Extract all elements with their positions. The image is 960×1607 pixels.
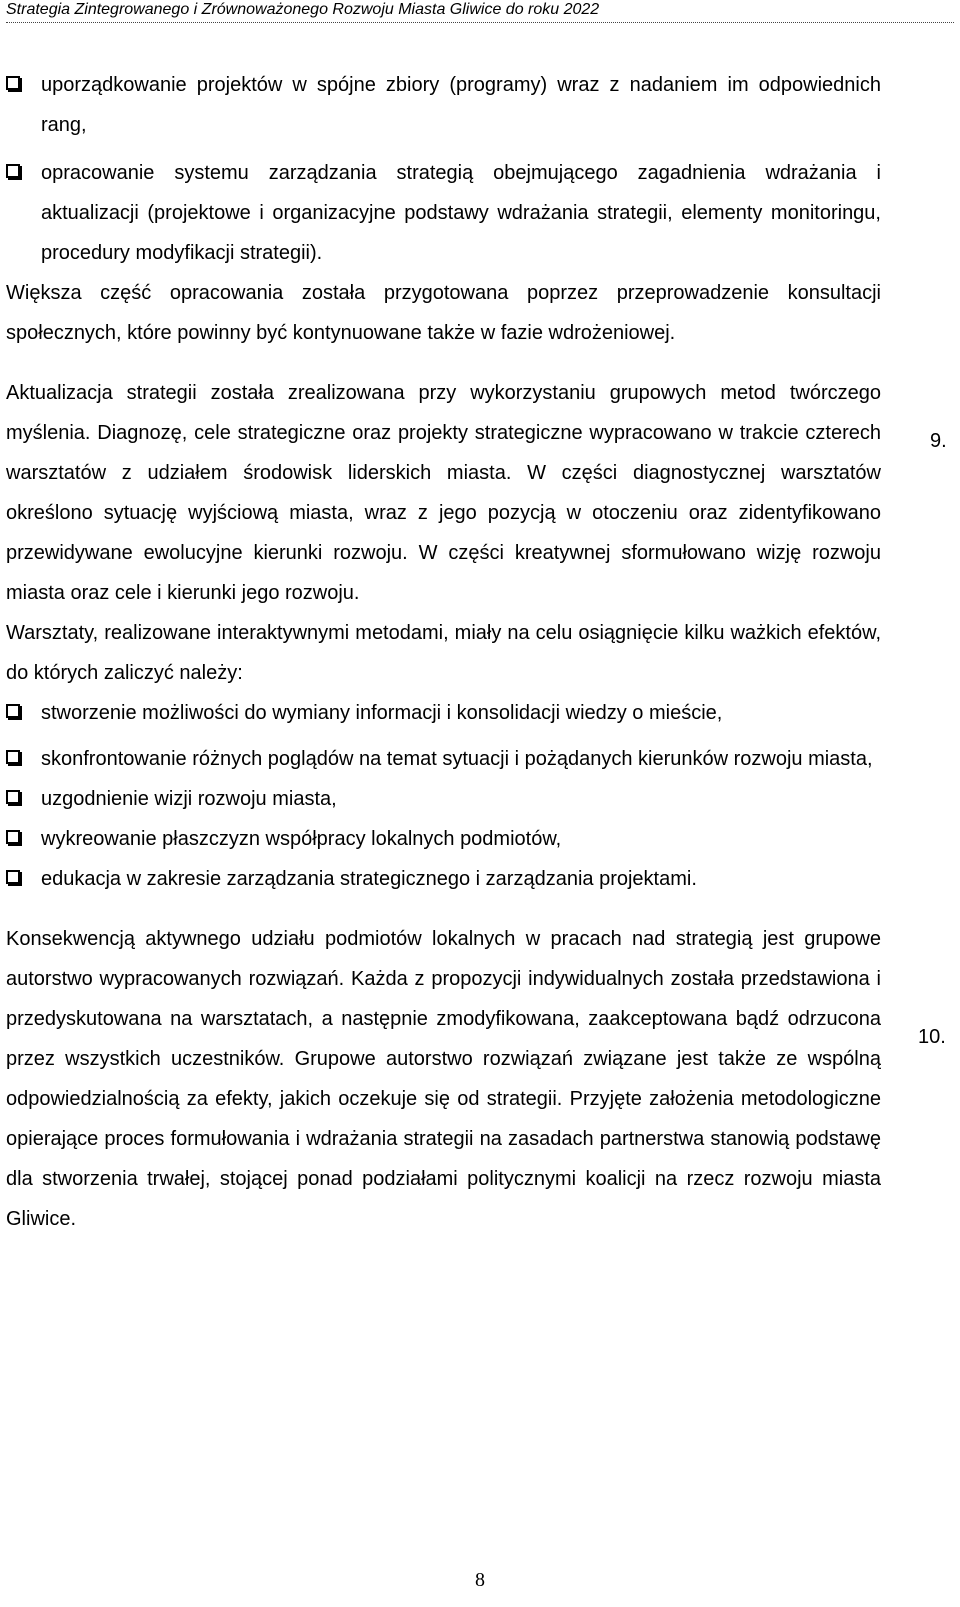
list-item xyxy=(6,693,881,733)
page-number: 8 xyxy=(475,1569,485,1591)
list-item-text: uzgodnienie wizji rozwoju miasta, xyxy=(41,788,337,810)
checkbox-bullet-icon xyxy=(6,870,20,884)
checkbox-bullet-icon xyxy=(6,750,20,764)
list-item xyxy=(6,153,881,273)
page-header xyxy=(6,0,954,23)
list-item-text: uporządkowanie projektów w spójne zbiory (programy) wraz z nadaniem im odpowiednich rang, xyxy=(41,74,881,136)
bullet-list-effects xyxy=(6,693,881,899)
page-content xyxy=(6,65,881,1239)
paragraph-update-method: Aktualizacja strategii została zrealizowana przy wykorzystaniu grupowych metod twórczego myślenia. Diagnozę, cele strategiczne oraz projekty strategiczne wypracowano w trakcie czterech warsztatów z udziałem środowisk liderskich miasta. W części diagnostycznej warsztatów określono sytuację wyjściową miasta, wraz z jego pozycją w otoczeniu oraz zidentyfikowano przewidywane ewolucyjne kierunki rozwoju. W części kreatywnej sformułowano wizję rozwoju miasta oraz cele i kierunki jego rozwoju. xyxy=(6,382,881,604)
list-item-text: opracowanie systemu zarządzania strategią obejmującego zagadnienia wdrażania i aktualizacji (projektowe i organizacyjne podstawy wdrażania strategii, elementy monitoringu, procedury modyfikacji strategii). xyxy=(41,162,881,264)
checkbox-bullet-icon xyxy=(6,790,20,804)
list-item xyxy=(6,739,881,779)
paragraph-consultations: Większa część opracowania została przygotowana poprzez przeprowadzenie konsultacji społecznych, które powinny być kontynuowane także w fazie wdrożeniowej. xyxy=(6,282,881,344)
paragraph-workshops-intro: Warsztaty, realizowane interaktywnymi metodami, miały na celu osiągnięcie kilku ważkich efektów, do których zaliczyć należy: xyxy=(6,622,881,684)
list-item xyxy=(6,859,881,899)
checkbox-bullet-icon xyxy=(6,76,20,90)
list-item-text: stworzenie możliwości do wymiany informacji i konsolidacji wiedzy o mieście, xyxy=(41,702,723,724)
checkbox-bullet-icon xyxy=(6,704,20,718)
margin-marker-10: 10. xyxy=(918,1026,946,1048)
checkbox-bullet-icon xyxy=(6,164,20,178)
margin-marker-9: 9. xyxy=(930,430,947,452)
list-item xyxy=(6,779,881,819)
paragraph-group-authorship: Konsekwencją aktywnego udziału podmiotów lokalnych w pracach nad strategią jest grupowe autorstwo wypracowanych rozwiązań. Każda z propozycji indywidualnych została przedstawiona i przedyskutowana na warsztatach, a następnie zmodyfikowana, zaakceptowana bądź odrzucona przez wszystkich uczestników. Grupowe autorstwo rozwiązań związane jest także ze wspólną odpowiedzialnością za efekty, jakich oczekuje się od strategii. Przyjęte założenia metodologiczne opierające proces formułowania i wdrażania strategii na zasadach partnerstwa stanowią podstawę dla stworzenia trwałej, stojącej ponad podziałami politycznymi koalicji na rzecz rozwoju miasta Gliwice. xyxy=(6,928,881,1230)
list-item-text: wykreowanie płaszczyzn współpracy lokalnych podmiotów, xyxy=(41,828,562,850)
bullet-list-goals xyxy=(6,65,881,273)
list-item-text: skonfrontowanie różnych poglądów na temat sytuacji i pożądanych kierunków rozwoju miasta, xyxy=(41,748,873,770)
checkbox-bullet-icon xyxy=(6,830,20,844)
document-title: Strategia Zintegrowanego i Zrównoważonego Rozwoju Miasta Gliwice do roku 2022 xyxy=(6,1,600,18)
list-item xyxy=(6,65,881,145)
list-item xyxy=(6,819,881,859)
list-item-text: edukacja w zakresie zarządzania strategicznego i zarządzania projektami. xyxy=(41,868,697,890)
